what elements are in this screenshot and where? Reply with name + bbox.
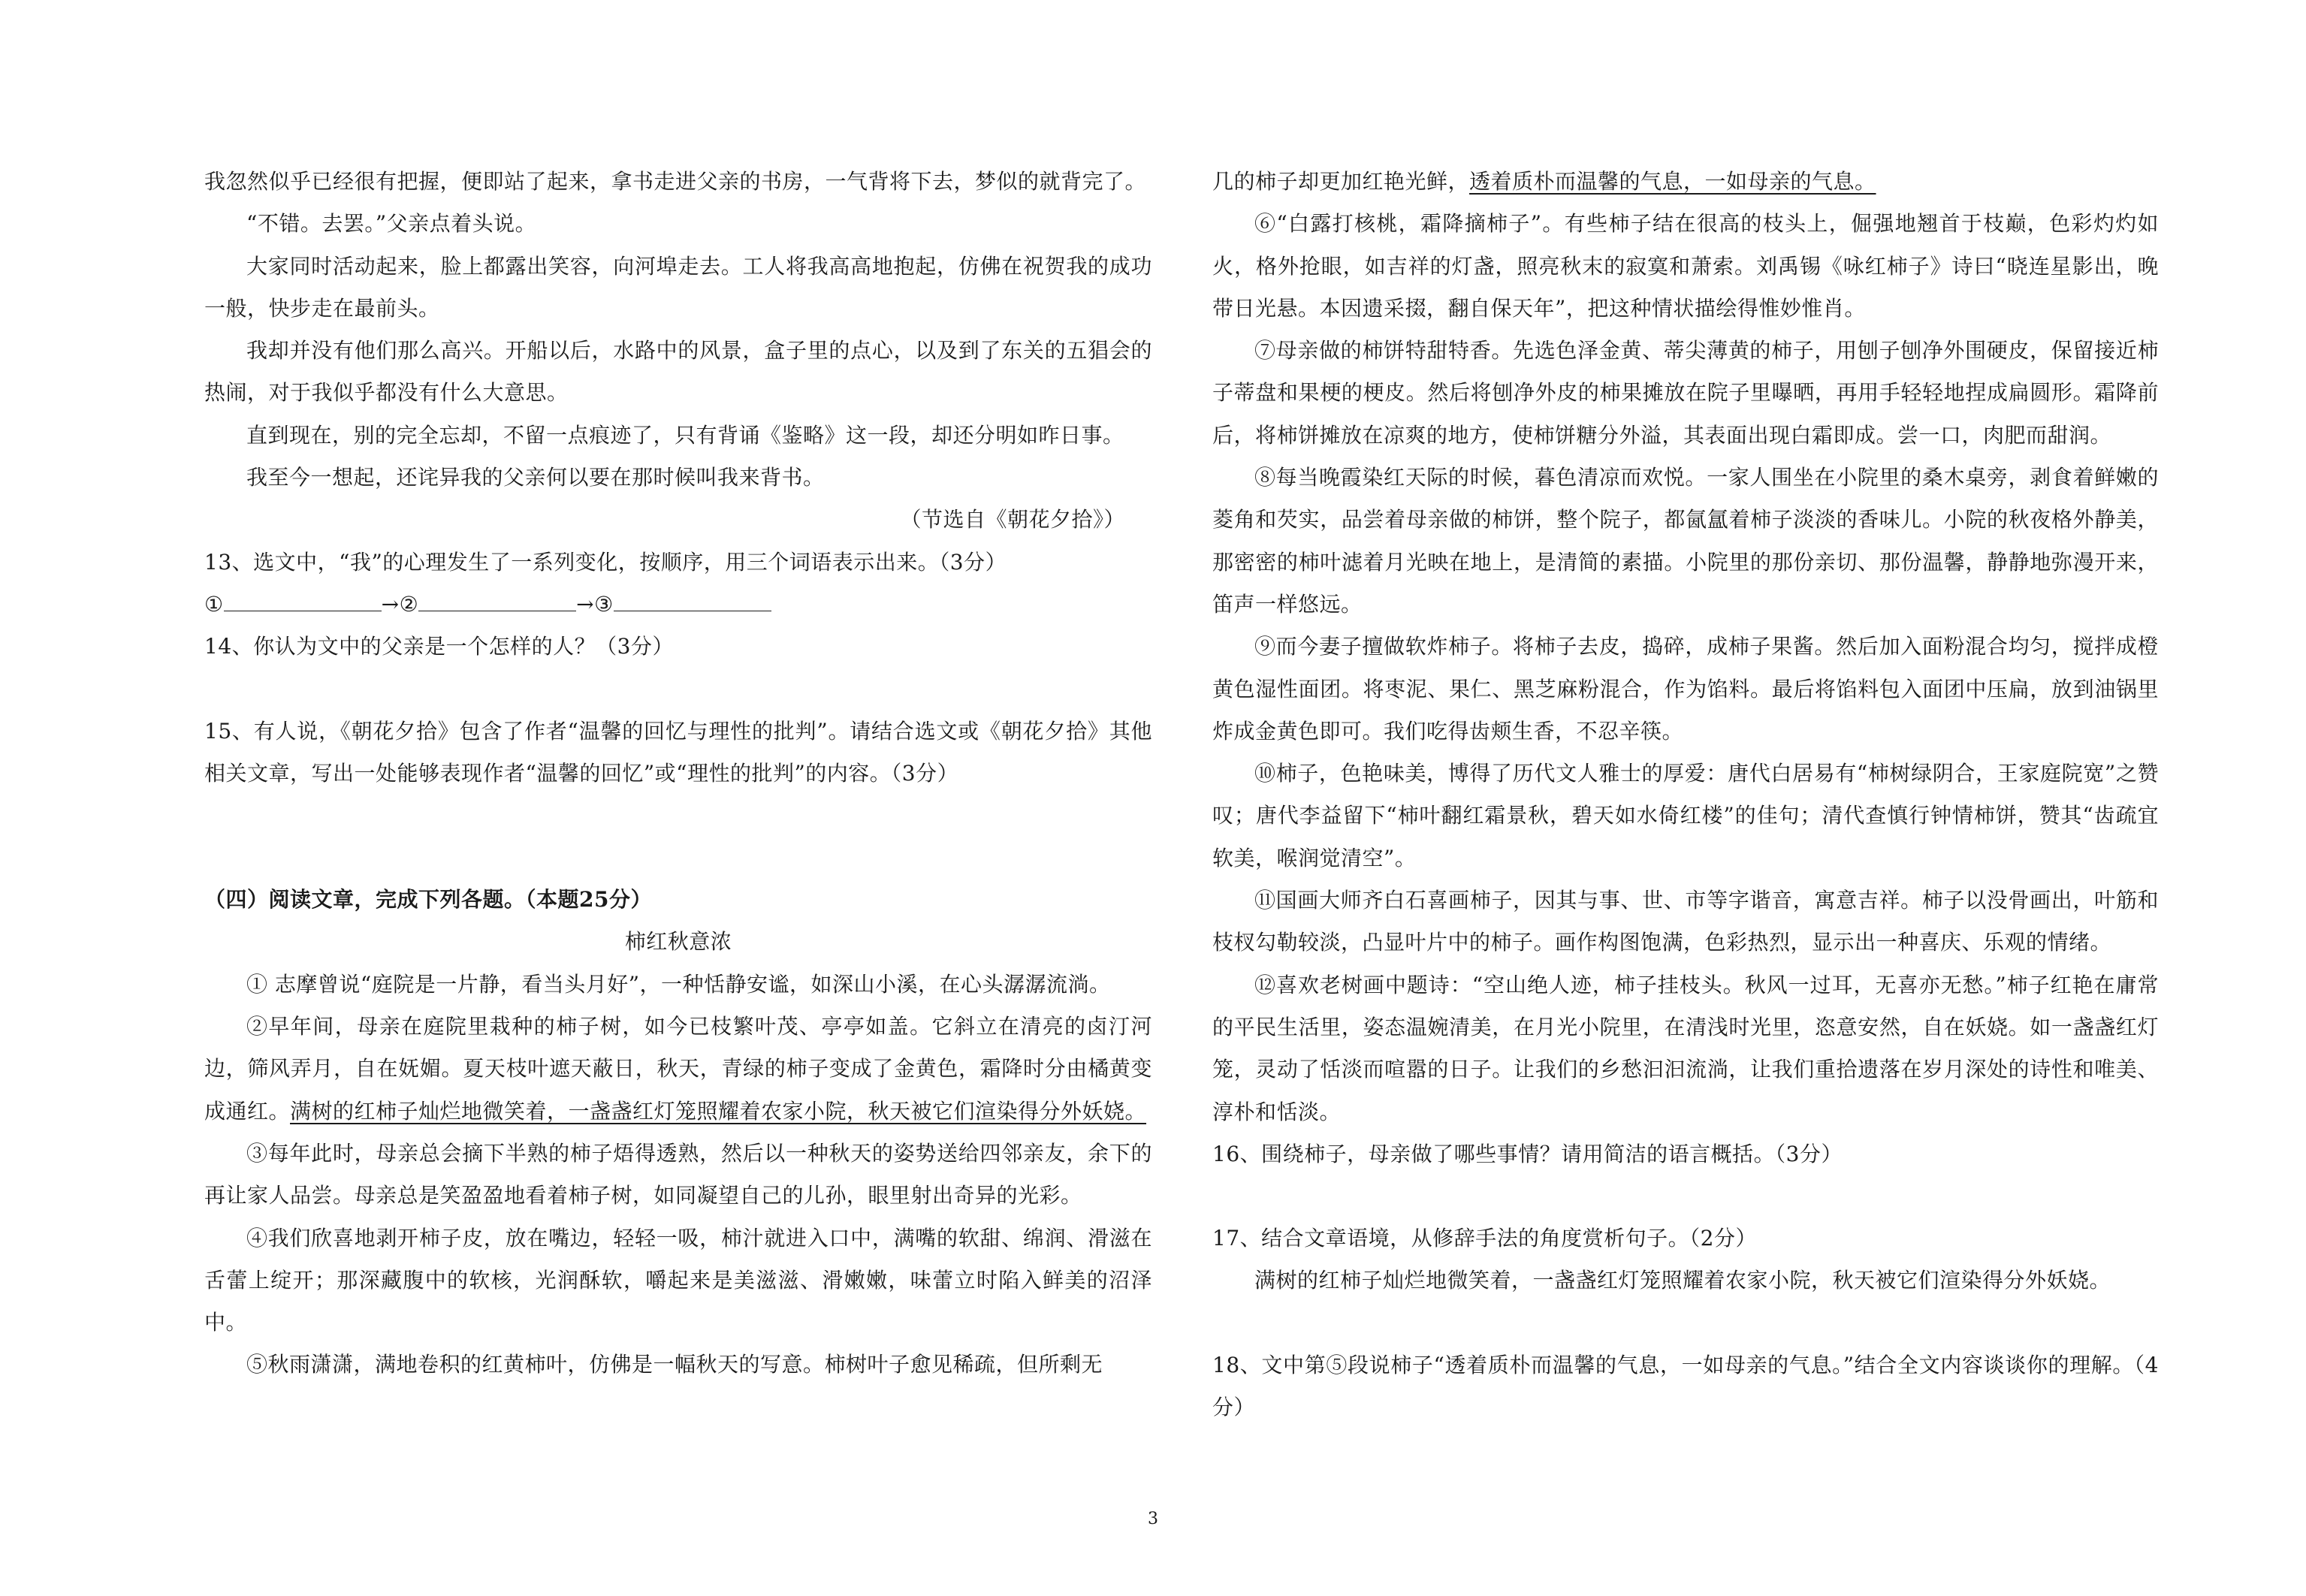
- article-paragraph-1: ① 志摩曾说“庭院是一片静，看当头月好”，一种恬静安谧，如深山小溪，在心头潺潺流淌。: [246, 971, 1111, 997]
- passage-paragraph: “不错。去罢。”父亲点着头说。: [246, 211, 537, 237]
- article-paragraph-5: ⑤秋雨潇潇，满地卷积的红黄柿叶，仿佛是一幅秋天的写意。柿树叶子愈见稀疏，但所剩无: [246, 1352, 1103, 1377]
- question-15: 15、有人说，《朝花夕拾》包含了作者“温馨的回忆与理性的批判”。请结合选文或《朝花夕拾》其他相关文章，写出一处能够表现作者“温馨的回忆”或“理性的批判”的内容。（3分）: [204, 718, 1152, 786]
- article-paragraph-3: ③每年此时，母亲总会摘下半熟的柿子焐得透熟，然后以一种秋天的姿势送给四邻亲友，余下的再让家人品尝。母亲总是笑盈盈地看着柿子树，如同凝望自己的儿孙，眼里射出奇异的光彩。: [204, 1140, 1152, 1208]
- article-paragraph-7: ⑦母亲做的柿饼特甜特香。先选色泽金黄、蒂尖薄黄的柿子，用刨子刨净外围硬皮，保留接近柿子蒂盘和果梗的梗皮。然后将刨净外皮的柿果摊放在院子里曝晒，再用手轻轻地捏成扁圆形。霜降前后，将柿饼摊放在凉爽的地方，使柿饼糖分外溢，其表面出现白霜即成。尝一口，肉肥而甜润。: [1212, 338, 2159, 448]
- passage-paragraph: 我却并没有他们那么高兴。开船以后，水路中的风景，盒子里的点心，以及到了东关的五猖会的热闹，对于我似乎都没有什么大意思。: [204, 338, 1152, 406]
- answer-space: [204, 795, 1152, 837]
- question-18: 18、文中第⑤段说柿子“透着质朴而温馨的气息，一如母亲的气息。”结合全文内容谈谈你的理解。（4分）: [1212, 1352, 2159, 1420]
- blank-label-1: ①: [204, 591, 224, 617]
- answer-space: [204, 837, 1152, 879]
- blank-label-2: →②: [381, 591, 419, 617]
- section-heading: （四）阅读文章，完成下列各题。（本题25分）: [204, 887, 652, 913]
- passage-paragraph: 直到现在，别的完全忘却，不留一点痕迹了，只有背诵《鉴略》这一段，却还分明如昨日事。: [246, 422, 1124, 448]
- answer-blank-3[interactable]: [614, 593, 771, 611]
- question-17: 17、结合文章语境，从修辞手法的角度赏析句子。（2分）: [1212, 1226, 1757, 1251]
- article-title: 柿红秋意浓: [624, 929, 732, 955]
- answer-space: [1212, 1302, 2159, 1344]
- left-column: [204, 161, 1152, 1386]
- answer-space: [204, 668, 1152, 711]
- passage-paragraph: 我忽然似乎已经很有把握，便即站了起来，拿书走进父亲的书房，一气背将下去，梦似的就背完了。: [204, 169, 1147, 194]
- right-column: [1212, 161, 2159, 1429]
- article-paragraph-6: ⑥“白露打核桃，霜降摘柿子”。有些柿子结在很高的枝头上，倔强地翘首于枝巅，色彩灼灼如火，格外抢眼，如吉祥的灯盏，照亮秋末的寂寞和萧索。刘禹锡《咏红柿子》诗曰“晓连星影出，晚带日光悬。本因遗采掇，翻自保天年”，把这种情状描绘得惟妙惟肖。: [1212, 211, 2159, 321]
- answer-space: [1212, 1175, 2159, 1217]
- article-paragraph-10: ⑩柿子，色艳味美，博得了历代文人雅士的厚爱：唐代白居易有“柿树绿阴合，王家庭院宽”之赞叹；唐代李益留下“柿叶翻红霜景秋，碧天如水倚红楼”的佳句；清代查慎行钟情柿饼，赞其“齿疏宜软美，喉润觉清空”。: [1212, 761, 2159, 870]
- article-paragraph-9: ⑨而今妻子擅做软炸柿子。将柿子去皮，捣碎，成柿子果酱。然后加入面粉混合均匀，搅拌成橙黄色湿性面团。将枣泥、果仁、黑芝麻粉混合，作为馅料。最后将馅料包入面团中压扁，放到油锅里炸成金黄色即可。我们吃得齿颊生香，不忍辛筷。: [1212, 634, 2159, 744]
- answer-blank-1[interactable]: [224, 593, 382, 611]
- question-17-sentence: 满树的红柿子灿烂地微笑着，一盏盏红灯笼照耀着农家小院，秋天被它们渲染得分外妖娆。: [1254, 1268, 2111, 1293]
- underlined-sentence: 透着质朴而温馨的气息，一如母亲的气息。: [1469, 169, 1876, 194]
- page-number: 3: [1148, 1510, 1158, 1528]
- article-paragraph-4: ④我们欣喜地剥开柿子皮，放在嘴边，轻轻一吸，柿汁就进入口中，满嘴的软甜、绵润、滑滋在舌蕾上绽开；那深藏腹中的软核，光润酥软，嚼起来是美滋滋、滑嫩嫩，味蕾立时陷入鲜美的沼泽中。: [204, 1225, 1152, 1335]
- paragraph-text: ②早年间，母亲在庭院里栽种的柿子树，如今已枝繁叶茂、亭亭如盖。它斜立在清亮的卤汀河边，筛风弄月，自在妩媚。夏天枝叶遮天蔽日，秋天，青绿的柿子变成了金黄色，霜降时分由橘黄变成通红。: [204, 1014, 1152, 1124]
- question-13-blanks: [204, 584, 1152, 626]
- question-13: 13、选文中，“我”的心理发生了一系列变化，按顺序，用三个词语表示出来。（3分）: [204, 549, 1007, 575]
- paragraph-text: 几的柿子却更加红艳光鲜，: [1212, 169, 1470, 194]
- blank-label-3: →③: [576, 591, 614, 617]
- article-paragraph-5-continued: [1212, 161, 2159, 203]
- article-paragraph-11: ⑪国画大师齐白石喜画柿子，因其与事、世、市等字谐音，寓意吉祥。柿子以没骨画出，叶筋和枝杈勾勒较淡，凸显叶片中的柿子。画作构图饱满，色彩热烈，显示出一种喜庆、乐观的情绪。: [1212, 888, 2159, 955]
- article-paragraph-2: [204, 1006, 1152, 1133]
- article-paragraph-12: ⑫喜欢老树画中题诗：“空山绝人迹，柿子挂枝头。秋风一过耳，无喜亦无愁。”柿子红艳在庸常的平民生活里，姿态温婉清美，在月光小院里，在清浅时光里，恣意安然，自在妖娆。如一盏盏红灯笼，灵动了恬淡而喧嚣的日子。让我们的乡愁汩汩流淌，让我们重拾遗落在岁月深处的诗性和唯美、淳朴和恬淡。: [1212, 972, 2159, 1124]
- passage-source: （节选自《朝花夕拾》）: [900, 507, 1125, 533]
- article-paragraph-8: ⑧每当晚霞染红天际的时候，暮色清凉而欢悦。一家人围坐在小院里的桑木桌旁，剥食着鲜嫩的菱角和芡实，品尝着母亲做的柿饼，整个院子，都氤氲着柿子淡淡的香味儿。小院的秋夜格外静美，那密密的柿叶滤着月光映在地上，是清简的素描。小院里的那份亲切、那份温馨，静静地弥漫开来，笛声一样悠远。: [1212, 465, 2159, 617]
- passage-paragraph: 我至今一想起，还诧异我的父亲何以要在那时候叫我来背书。: [246, 465, 825, 490]
- answer-blank-2[interactable]: [418, 593, 576, 611]
- passage-paragraph: 大家同时活动起来，脸上都露出笑容，向河埠走去。工人将我高高地抱起，仿佛在祝贺我的成功一般，快步走在最前头。: [204, 253, 1152, 321]
- question-14: 14、你认为文中的父亲是一个怎样的人？（3分）: [204, 634, 674, 659]
- underlined-sentence: 满树的红柿子灿烂地微笑着，一盏盏红灯笼照耀着农家小院，秋天被它们渲染得分外妖娆。: [290, 1098, 1147, 1124]
- question-16: 16、围绕柿子，母亲做了哪些事情？请用简洁的语言概括。（3分）: [1212, 1141, 1843, 1166]
